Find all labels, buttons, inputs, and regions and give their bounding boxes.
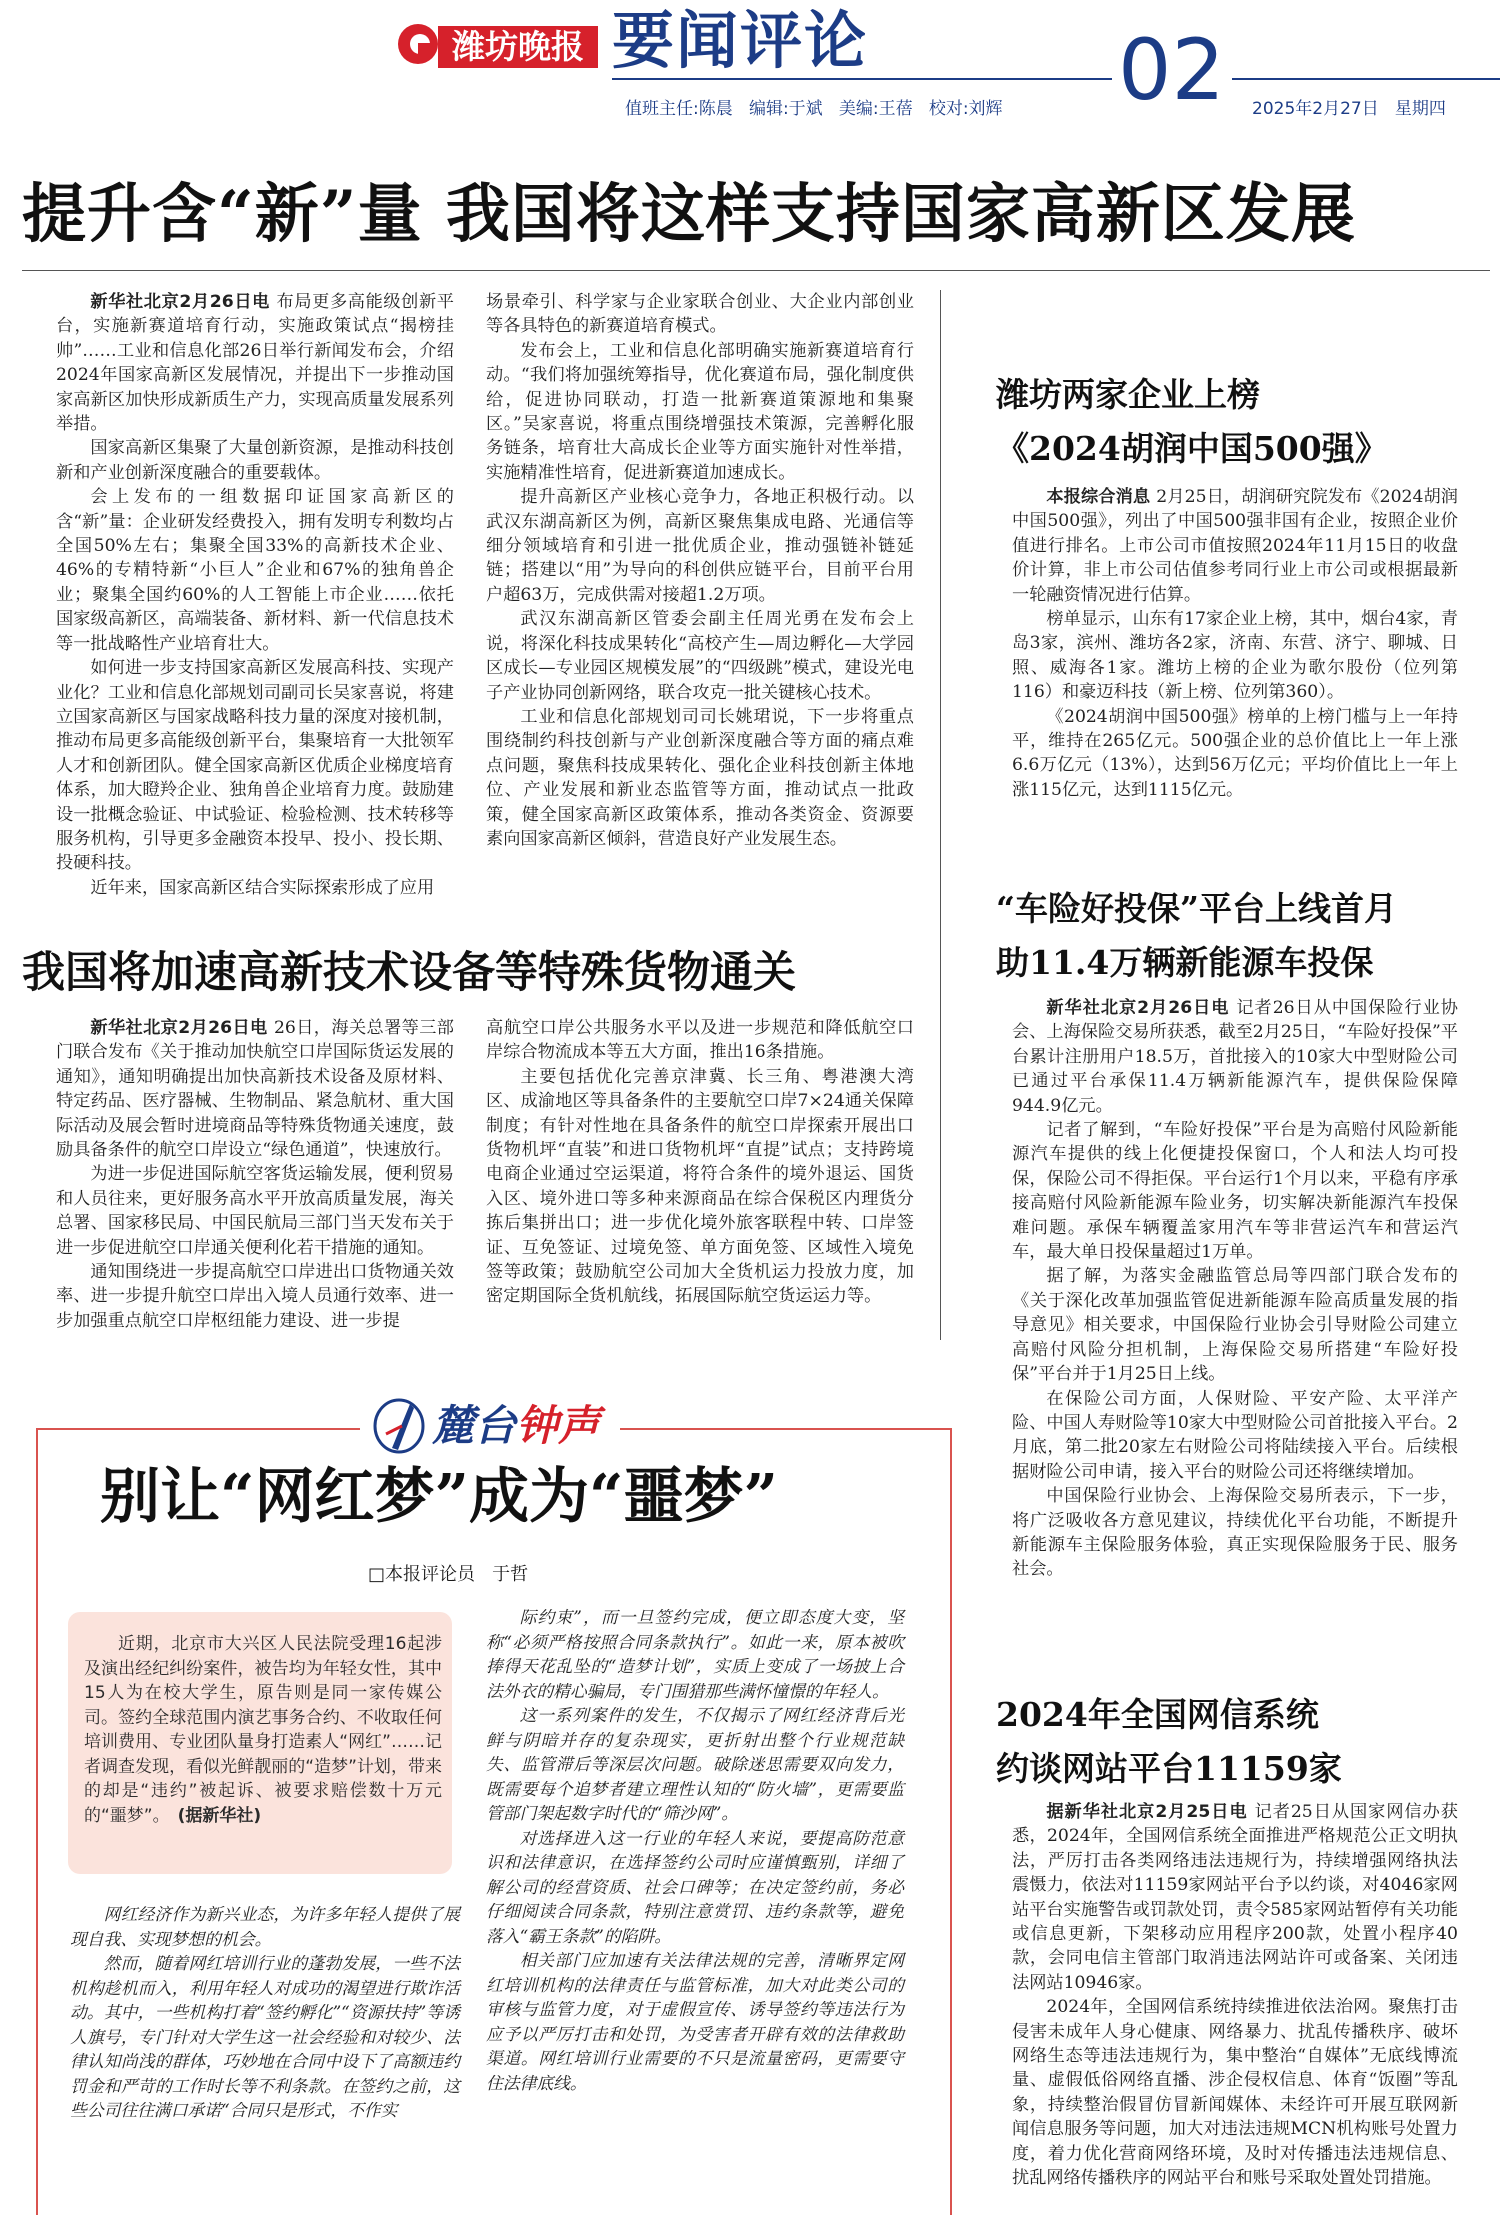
paragraph-text: 记者了解到，“车险好投保”平台是为高赔付风险新能源汽车提供的线上化便捷投保窗口，个人和法人均可投保，保险公司不得拒保。平台运行1个月以来，平稳有序承接高赔付风险新能源车险业务，切实解决新能源汽车投保难问题。承保车辆覆盖家用汽车等非营运汽车和营运汽车，最大单日投保量超过1万单。 (1012, 1120, 1458, 1263)
right-rail (990, 0, 1470, 2215)
r1-body (1012, 485, 1458, 802)
paragraph (1012, 996, 1458, 1118)
paragraph (1012, 1264, 1458, 1386)
paragraph: 相关部门应加速有关法律法规的完善，清晰界定网红培训机构的法律责任与监管标准，加大对此类公司的审核与监管力度，对于虚假宣传、诱导签约等违法行为应予以严厉打击和处罚，为受害者开辟有效的法律救助渠道。网红培训行业需要的不只是流量密码，更需要守住法律底线。 (486, 1950, 904, 2093)
paragraph (1012, 1118, 1458, 1264)
r2-body (1012, 996, 1458, 1582)
paragraph: 然而，随着网红培训行业的蓬勃发展，一些不法机构趁机而入，利用年轻人对成功的渴望进行欺诈活动。其中，一些机构打着“签约孵化”“资源扶持”等诱人旗号，专门针对大学生这一社会经验和对较少、法律认知尚浅的群体，巧妙地在合同中设下了高额违约罚金和严苛的工作时长等不利条款。在签约之前，这些公司往往满口承诺“合同只是形式，不作实 (70, 1953, 460, 2120)
paragraph-text: 如何进一步支持国家高新区发展高科技、实现产业化？工业和信息化部规划司副司长吴家喜说，将建立国家高新区与国家战略科技力量的深度对接机制，推动布局更多高能级创新平台，集聚培育一大批领军人才和创新团队。健全国家高新区优质企业梯度培育体系，加大瞪羚企业、独角兽企业培育力度。鼓励建设一批概念验证、中试验证、检验检测、技术转移等服务机构，引导更多金融资本投早、投小、投长期、投硬科技。 (56, 658, 454, 874)
paragraph-text: 武汉东湖高新区管委会副主任周光勇在发布会上说，将深化科技成果转化“高校产生—周边孵化—大学园区成长—专业园区规模发展”的“四级跳”模式，建设光电子产业协同创新网络，联合攻克一批关键核心技术。 (486, 609, 914, 703)
summary-text (84, 1632, 442, 1828)
paragraph-text: 榜单显示，山东有17家企业上榜，其中，烟台4家，青岛3家，滨州、潍坊各2家，济南、东营、济宁、聊城、日照、威海各1家。潍坊上榜的企业为歌尔股份（位列第116）和豪迈科技（新上榜、位列第360）。 (1012, 609, 1458, 703)
page-number: 02 (1118, 21, 1225, 119)
article2-headline[interactable]: 我国将加速高新技术设备等特殊货物通关 (22, 948, 796, 998)
paragraph-text: 为进一步促进国际航空客货运输发展，便利贸易和人员往来，更好服务高水平开放高质量发展，海关总署、国家移民局、中国民航局三部门当天发布关于进一步促进航空口岸通关便利化若干措施的通知。 (56, 1164, 454, 1258)
paragraph-text: 主要包括优化完善京津冀、长三角、粤港澳大湾区、成渝地区等具备条件的主要航空口岸7×24通关保障制度；有针对性地在具备条件的航空口岸探索开展出口货物机坪“直装”和进口货物机坪“直提”试点；支持跨境电商企业通过空运渠道，将符合条件的境外退运、国货入区、境外进口等多种来源商品在综合保税区内理货分拣后集拼出口；进一步优化境外旅客联程中转、口岸签证、互免签证、过境免签、单方面免签、区域性入境免签等政策；鼓励航空公司加大全货机运力投放力度，加密定期国际全货机航线，拓展国际航空货运运力等。 (486, 1066, 914, 1307)
article2-column-1 (56, 1016, 454, 1333)
dateline: 新华社北京2月26日电 (90, 1018, 274, 1038)
dateline: 据新华社北京2月25日电 (1046, 1802, 1255, 1822)
paragraph-text: 通知围绕进一步提高航空口岸进出口货物通关效率、进一步提升航空口岸出入境人员通行效率、进一步加强重点航空口岸枢纽能力建设、进一步提 (56, 1262, 454, 1331)
paragraph-text: 发布会上，工业和信息化部明确实施新赛道培育行动。“我们将加强统筹指导，优化赛道布局，强化制度供给，促进协同联动，打造一批新赛道策源地和集聚区。”吴家喜说，将重点围绕增强技术策源，完善孵化服务链条，培育壮大高成长企业等方面实施针对性举措，实施精准性培育，促进新赛道加速成长。 (486, 340, 914, 483)
commentary-column-name (432, 1398, 600, 1454)
paragraph-text: 高航空口岸公共服务水平以及进一步规范和降低航空口岸综合物流成本等五大方面，推出16条措施。 (486, 1018, 914, 1063)
paragraph (56, 485, 454, 656)
commentary-column-right (486, 1605, 904, 2095)
paragraph (486, 1065, 914, 1309)
paragraph (486, 485, 914, 607)
paragraph: 这一系列案件的发生，不仅揭示了网红经济背后光鲜与阴暗并存的复杂现实，更折射出整个行业规范缺失、监管滞后等深层次问题。破除迷思需要双向发力，既需要每个追梦者建立理性认知的“防火墙”，更需要监管部门架起数字时代的“筛沙网”。 (486, 1705, 904, 1823)
paragraph (1012, 607, 1458, 705)
r1-headline-line-2[interactable]: 《2024胡润中国500强》 (996, 429, 1388, 468)
paragraph (1012, 485, 1458, 607)
paragraph-text: 布局更多高能级创新平台，实施新赛道培育行动，实施政策试点“揭榜挂帅”……工业和信息化部26日举行新闻发布会，介绍2024年国家高新区发展情况，并提出下一步推动国家高新区加快形成新质生产力，实现高质量发展系列举措。 (56, 292, 454, 435)
paragraph-text: 《2024胡润中国500强》榜单的上榜门槛与上一年持平，维持在265亿元。500强企业的总价值比上一年上涨6.6万亿元（13%），达到56万亿元；平均价值比上一年上涨115亿元，达到1115亿元。 (1012, 706, 1458, 800)
main-headline[interactable]: 提升含“新”量 我国将这样支持国家高新区发展 (22, 177, 1356, 252)
r1-headline-line-1[interactable]: 潍坊两家企业上榜 (996, 375, 1260, 414)
issue-date: 2025年2月27日 星期四 (1252, 99, 1446, 119)
paragraph (56, 1260, 454, 1333)
paragraph-text: 中国保险行业协会、上海保险交易所表示，下一步，将广泛吸收各方意见建议，持续优化平台功能，不断提升新能源车主保险服务体验，真正实现保险服务于民、服务社会。 (1012, 1486, 1458, 1580)
paragraph-text: 提升高新区产业核心竞争力，各地正积极行动。以武汉东湖高新区为例，高新区聚焦集成电路、光通信等细分领域培育和引进一批优质企业，推动强链补链延链；搭建以“用”为导向的科创供应链平台，目前平台用户超63万，完成供需对接超1.2万项。 (486, 487, 914, 605)
paragraph-text: 26日，海关总署等三部门联合发布《关于推动加快航空口岸国际货运发展的通知》，通知明确提出加快高新技术设备及原材料、特定药品、医疗器械、生物制品、紧急航材、重大国际活动及展会暂时进境商品等特殊货物通关速度，鼓励具备条件的航空口岸设立“绿色通道”，快速放行。 (56, 1018, 454, 1161)
paragraph (486, 339, 914, 485)
paragraph-text: 记者25日从国家网信办获悉，2024年，全国网信系统全面推进严格规范公正文明执法，严厉打击各类网络违法违规行为，持续增强网络执法震慑力，依法对11159家网站平台予以约谈，对4046家网站平台实施警告或罚款处罚，责令585家网站暂停有关功能或信息更新，下架移动应用程序200款，处置小程序40款，会同电信主管部门取消违法网站许可或备案、关闭违法网站10946家。 (1012, 1802, 1458, 1993)
section-title: 要闻评论 (612, 4, 869, 77)
commentary-column-left (70, 1902, 460, 2123)
article2-column-2 (486, 1016, 914, 1309)
paragraph-text: 国家高新区集聚了大量创新资源，是推动科技创新和产业创新深度融合的重要载体。 (56, 438, 454, 483)
paragraph (56, 876, 454, 900)
dateline: 新华社北京2月26日电 (90, 292, 277, 312)
paragraph (56, 290, 454, 436)
paragraph: 网红经济作为新兴业态，为许多年轻人提供了展现自我、实现梦想的机会。 (70, 1904, 460, 1949)
r3-headline-line-1[interactable]: 2024年全国网信系统 (996, 1695, 1319, 1734)
paragraph: 际约束”，而一旦签约完成，便立即态度大变，坚称“必须严格按照合同条款执行”。如此一来，原本被吹捧得天花乱坠的“造梦计划”，实质上变成了一场披上合法外衣的精心骗局，专门围猎那些满怀憧憬的年轻人。 (486, 1607, 904, 1701)
column-divider (940, 290, 941, 1340)
paragraph (1012, 1800, 1458, 1995)
paragraph-text: 记者26日从中国保险行业协会、上海保险交易所获悉，截至2月25日，“车险好投保”平台累计注册用户18.5万，首批接入的10家大中型财险公司已通过平台承保11.4万辆新能源汽车，提供保险保障944.9亿元。 (1012, 998, 1458, 1116)
paragraph (1012, 705, 1458, 803)
paragraph: 对选择进入这一行业的年轻人来说，要提高防范意识和法律意识，在选择签约公司时应谨慎甄别，详细了解公司的经营资质、社会口碑等；在决定签约前，务必仔细阅读合同条款，特别注意赏罚、违约条款等，避免落入“霸王条款”的陷阱。 (486, 1827, 904, 1946)
summary-source: (据新华社) (177, 1805, 262, 1826)
r2-headline-line-2[interactable]: 助11.4万辆新能源车投保 (996, 943, 1374, 982)
dateline: 新华社北京2月26日电 (1046, 998, 1237, 1018)
paragraph (56, 1016, 454, 1162)
commentary-byline: □本报评论员 于哲 (368, 1564, 529, 1585)
editor-credits: 值班主任:陈晨 编辑:于斌 美编:王蓓 校对:刘辉 (625, 99, 1003, 119)
paragraph (486, 607, 914, 705)
brand-logo-icon (398, 24, 438, 64)
paragraph (1012, 1484, 1458, 1582)
paragraph-text: 据了解，为落实金融监管总局等四部门联合发布的《关于深化改革加强监管促进新能源车险高质量发展的指导意见》相关要求，中国保险行业协会引导财险公司建立高赔付风险分担机制，上海保险交易所搭建“车险好投保”平台并于1月25日上线。 (1012, 1266, 1458, 1385)
summary-body: 近期，北京市大兴区人民法院受理16起涉及演出经纪纠纷案件，被告均为年轻女性，其中15人为在校大学生，原告则是同一家传媒公司。签约全球范围内演艺事务合约、不收取任何培训费用、专业团队量身打造素人“网红”……记者调查发现，看似光鲜靓丽的“造梦”计划，带来的却是“违约”被起诉、被要求赔偿数十万元的“噩梦”。 (84, 1634, 442, 1826)
r3-body (1012, 1800, 1458, 2191)
main-article-column-1 (56, 290, 454, 900)
paragraph (56, 436, 454, 485)
dateline: 本报综合消息 (1046, 487, 1157, 507)
paragraph-text: 2月25日，胡润研究院发布《2024胡润中国500强》，列出了中国500强非国有企业，按照企业价值进行排名。上市公司市值按照2024年11月15日的收盘价计算，非上市公司估值参考同行业上市公司或根据最新一轮融资情况进行估算。 (1012, 487, 1458, 605)
paragraph-text: 近年来，国家高新区结合实际探索形成了应用 (90, 877, 435, 898)
paragraph (56, 656, 454, 876)
paragraph-text: 在保险公司方面，人保财险、平安产险、太平洋产险、中国人寿财险等10家大中型财险公司首批接入平台。2月底，第二批20家左右财险公司将陆续接入平台。后续根据财险公司申请，接入平台的财险公司还将继续增加。 (1012, 1388, 1458, 1482)
paragraph-text: 工业和信息化部规划司司长姚珺说，下一步将重点围绕制约科技创新与产业创新深度融合等方面的痛点难点问题，聚焦科技成果转化、强化企业科技创新主体地位、产业发展和新业态监管等方面，推动试点一批政策，健全国家高新区政策体系，推动各类资金、资源要素向国家高新区倾斜，营造良好产业发展生态。 (486, 706, 914, 849)
paragraph (486, 1016, 914, 1065)
column-name-part2: 钟声 (516, 1401, 601, 1450)
r2-headline-line-1[interactable]: “车险好投保”平台上线首月 (996, 889, 1397, 928)
paragraph (1012, 1387, 1458, 1485)
paragraph-text: 场景牵引、科学家与企业家联合创业、大企业内部创业等各具特色的新赛道培育模式。 (486, 292, 914, 337)
main-article-column-2 (486, 290, 914, 851)
paragraph (1012, 1995, 1458, 2190)
r3-headline-line-2[interactable]: 约谈网站平台11159家 (996, 1749, 1342, 1788)
paragraph-text: 2024年，全国网信系统持续推进依法治网。聚焦打击侵害未成年人身心健康、网络暴力、扰乱传播秩序、破坏网络生态等违法违规行为，集中整治“自媒体”无底线博流量、虚假低俗网络直播、涉企侵权信息、体育“饭圈”等乱象，持续整治假冒仿冒新闻媒体、未经许可开展互联网新闻信息服务等问题，加大对违法违规MCN机构账号处置力度，着力优化营商网络环境，及时对传播违法违规信息、扰乱网络传播秩序的网站平台和账号采取处置处罚措施。 (1012, 1997, 1458, 2189)
paragraph (486, 290, 914, 339)
paragraph (486, 705, 914, 851)
paragraph-text: 会上发布的一组数据印证国家高新区的含“新”量：企业研发经费投入，拥有发明专利数均占全国50%左右；集聚全国33%的高新技术企业、46%的专精特新“小巨人”企业和67%的独角兽企业；聚集全国约60%的人工智能上市企业……依托国家级高新区，高端装备、新材料、新一代信息技术等一批战略性产业培育壮大。 (56, 487, 454, 654)
paragraph (56, 1162, 454, 1260)
column-name-part1: 麓台 (432, 1401, 517, 1450)
brand-name[interactable]: 潍坊晚报 (438, 26, 598, 68)
quill-pen-icon (372, 1396, 426, 1454)
commentary-headline[interactable]: 别让“网红梦”成为“噩梦” (100, 1462, 779, 1532)
